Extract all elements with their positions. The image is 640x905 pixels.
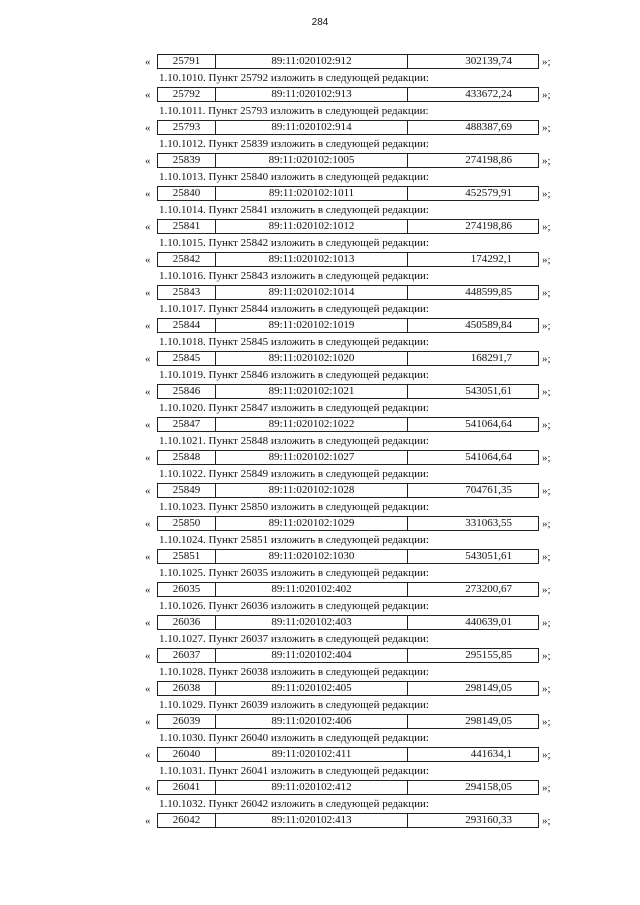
paragraph-text: 1.10.1028. Пункт 26038 изложить в следующей редакции: xyxy=(159,666,429,678)
item-number-cell: 25850 xyxy=(158,517,216,530)
cadastral-number-cell: 89:11:020102:406 xyxy=(216,715,408,728)
quote-close: »; xyxy=(542,287,551,299)
value-cell: 448599,85 xyxy=(465,286,512,298)
table-row xyxy=(145,680,565,697)
quote-close: »; xyxy=(542,782,551,794)
table-cells xyxy=(157,384,539,399)
paragraph-text: 1.10.1017. Пункт 25844 изложить в следующей редакции: xyxy=(159,303,429,315)
item-number-cell: 26037 xyxy=(158,649,216,662)
value-cell: 295155,85 xyxy=(465,649,512,661)
item-number-cell: 25844 xyxy=(158,319,216,332)
item-number-cell: 26035 xyxy=(158,583,216,596)
table-cells xyxy=(157,582,539,597)
value-cell: 543051,61 xyxy=(465,385,512,397)
cadastral-number-cell: 89:11:020102:1021 xyxy=(216,385,408,398)
quote-open: « xyxy=(145,155,151,167)
cadastral-number-cell: 89:11:020102:1028 xyxy=(216,484,408,497)
quote-close: »; xyxy=(542,716,551,728)
value-cell: 704761,35 xyxy=(465,484,512,496)
value-cell: 331063,55 xyxy=(465,517,512,529)
quote-close: »; xyxy=(542,617,551,629)
quote-open: « xyxy=(145,485,151,497)
item-number-cell: 25840 xyxy=(158,187,216,200)
cadastral-number-cell: 89:11:020102:1014 xyxy=(216,286,408,299)
quote-open: « xyxy=(145,89,151,101)
item-number-cell: 25847 xyxy=(158,418,216,431)
cadastral-number-cell: 89:11:020102:404 xyxy=(216,649,408,662)
item-number-cell: 25842 xyxy=(158,253,216,266)
item-number-cell: 25792 xyxy=(158,88,216,101)
paragraph-text: 1.10.1027. Пункт 26037 изложить в следующей редакции: xyxy=(159,633,429,645)
quote-close: »; xyxy=(542,188,551,200)
quote-close: »; xyxy=(542,122,551,134)
item-number-cell: 25843 xyxy=(158,286,216,299)
table-row xyxy=(145,53,565,70)
paragraph-text: 1.10.1021. Пункт 25848 изложить в следующей редакции: xyxy=(159,435,429,447)
quote-close: »; xyxy=(542,485,551,497)
quote-open: « xyxy=(145,551,151,563)
quote-open: « xyxy=(145,122,151,134)
cadastral-number-cell: 89:11:020102:402 xyxy=(216,583,408,596)
value-cell: 298149,05 xyxy=(465,715,512,727)
value-cell: 541064,64 xyxy=(465,451,512,463)
value-cell: 273200,67 xyxy=(465,583,512,595)
value-cell: 452579,91 xyxy=(465,187,512,199)
table-row xyxy=(145,350,565,367)
table-cells xyxy=(157,516,539,531)
quote-close: »; xyxy=(542,386,551,398)
value-cell: 440639,01 xyxy=(465,616,512,628)
quote-close: »; xyxy=(542,683,551,695)
quote-close: »; xyxy=(542,89,551,101)
cadastral-number-cell: 89:11:020102:1027 xyxy=(216,451,408,464)
table-row xyxy=(145,218,565,235)
value-cell: 488387,69 xyxy=(465,121,512,133)
cadastral-number-cell: 89:11:020102:411 xyxy=(216,748,408,761)
table-cells xyxy=(157,285,539,300)
quote-close: »; xyxy=(542,254,551,266)
item-number-cell: 25851 xyxy=(158,550,216,563)
value-cell: 293160,33 xyxy=(465,814,512,826)
paragraph-text: 1.10.1018. Пункт 25845 изложить в следующей редакции: xyxy=(159,336,429,348)
item-number-cell: 25793 xyxy=(158,121,216,134)
quote-close: »; xyxy=(542,584,551,596)
quote-open: « xyxy=(145,188,151,200)
table-row xyxy=(145,482,565,499)
table-cells xyxy=(157,681,539,696)
table-row xyxy=(145,284,565,301)
item-number-cell: 26041 xyxy=(158,781,216,794)
quote-open: « xyxy=(145,650,151,662)
value-cell: 174292,1 xyxy=(470,253,512,265)
quote-open: « xyxy=(145,452,151,464)
quote-close: »; xyxy=(542,419,551,431)
quote-open: « xyxy=(145,320,151,332)
cadastral-number-cell: 89:11:020102:1005 xyxy=(216,154,408,167)
table-cells xyxy=(157,747,539,762)
quote-open: « xyxy=(145,782,151,794)
table-cells xyxy=(157,549,539,564)
paragraph-text: 1.10.1022. Пункт 25849 изложить в следующей редакции: xyxy=(159,468,429,480)
value-cell: 302139,74 xyxy=(465,55,512,67)
quote-open: « xyxy=(145,221,151,233)
item-number-cell: 26042 xyxy=(158,814,216,827)
cadastral-number-cell: 89:11:020102:914 xyxy=(216,121,408,134)
table-row xyxy=(145,614,565,631)
paragraph-text: 1.10.1011. Пункт 25793 изложить в следующей редакции: xyxy=(159,105,429,117)
value-cell: 541064,64 xyxy=(465,418,512,430)
table-row xyxy=(145,647,565,664)
table-row xyxy=(145,812,565,829)
paragraph-text: 1.10.1010. Пункт 25792 изложить в следующей редакции: xyxy=(159,72,429,84)
table-cells xyxy=(157,615,539,630)
quote-close: »; xyxy=(542,56,551,68)
item-number-cell: 25846 xyxy=(158,385,216,398)
quote-open: « xyxy=(145,287,151,299)
quote-close: »; xyxy=(542,749,551,761)
item-number-cell: 25845 xyxy=(158,352,216,365)
value-cell: 543051,61 xyxy=(465,550,512,562)
table-cells xyxy=(157,813,539,828)
paragraph-text: 1.10.1015. Пункт 25842 изложить в следующей редакции: xyxy=(159,237,429,249)
quote-open: « xyxy=(145,617,151,629)
cadastral-number-cell: 89:11:020102:405 xyxy=(216,682,408,695)
table-row xyxy=(145,713,565,730)
table-cells xyxy=(157,483,539,498)
value-cell: 441634,1 xyxy=(470,748,512,760)
quote-open: « xyxy=(145,749,151,761)
item-number-cell: 26040 xyxy=(158,748,216,761)
table-cells xyxy=(157,648,539,663)
table-cells xyxy=(157,120,539,135)
quote-open: « xyxy=(145,254,151,266)
page-number: 284 xyxy=(311,17,329,28)
paragraph-text: 1.10.1014. Пункт 25841 изложить в следующей редакции: xyxy=(159,204,429,216)
table-row xyxy=(145,317,565,334)
quote-close: »; xyxy=(542,353,551,365)
table-row xyxy=(145,548,565,565)
cadastral-number-cell: 89:11:020102:1011 xyxy=(216,187,408,200)
quote-close: »; xyxy=(542,518,551,530)
document-body xyxy=(145,53,565,829)
cadastral-number-cell: 89:11:020102:1013 xyxy=(216,253,408,266)
quote-close: »; xyxy=(542,815,551,827)
table-cells xyxy=(157,219,539,234)
item-number-cell: 25839 xyxy=(158,154,216,167)
table-cells xyxy=(157,318,539,333)
cadastral-number-cell: 89:11:020102:403 xyxy=(216,616,408,629)
quote-open: « xyxy=(145,518,151,530)
table-row xyxy=(145,86,565,103)
quote-close: »; xyxy=(542,650,551,662)
table-row xyxy=(145,251,565,268)
item-number-cell: 25849 xyxy=(158,484,216,497)
table-cells xyxy=(157,54,539,69)
quote-close: »; xyxy=(542,551,551,563)
table-row xyxy=(145,416,565,433)
table-row xyxy=(145,119,565,136)
paragraph-text: 1.10.1024. Пункт 25851 изложить в следующей редакции: xyxy=(159,534,429,546)
table-cells xyxy=(157,153,539,168)
value-cell: 274198,86 xyxy=(465,154,512,166)
quote-close: »; xyxy=(542,221,551,233)
item-number-cell: 25848 xyxy=(158,451,216,464)
table-cells xyxy=(157,252,539,267)
table-row xyxy=(145,383,565,400)
paragraph-text: 1.10.1016. Пункт 25843 изложить в следующей редакции: xyxy=(159,270,429,282)
quote-open: « xyxy=(145,815,151,827)
cadastral-number-cell: 89:11:020102:912 xyxy=(216,55,408,68)
cadastral-number-cell: 89:11:020102:1020 xyxy=(216,352,408,365)
paragraph-text: 1.10.1012. Пункт 25839 изложить в следующей редакции: xyxy=(159,138,429,150)
quote-close: »; xyxy=(542,155,551,167)
quote-open: « xyxy=(145,716,151,728)
cadastral-number-cell: 89:11:020102:413 xyxy=(216,814,408,827)
quote-open: « xyxy=(145,419,151,431)
item-number-cell: 25841 xyxy=(158,220,216,233)
quote-close: »; xyxy=(542,452,551,464)
paragraph-text: 1.10.1013. Пункт 25840 изложить в следующей редакции: xyxy=(159,171,429,183)
table-cells xyxy=(157,351,539,366)
cadastral-number-cell: 89:11:020102:1030 xyxy=(216,550,408,563)
quote-close: »; xyxy=(542,320,551,332)
paragraph-text: 1.10.1030. Пункт 26040 изложить в следующей редакции: xyxy=(159,732,429,744)
value-cell: 294158,05 xyxy=(465,781,512,793)
quote-open: « xyxy=(145,353,151,365)
cadastral-number-cell: 89:11:020102:1012 xyxy=(216,220,408,233)
paragraph-text: 1.10.1020. Пункт 25847 изложить в следующей редакции: xyxy=(159,402,429,414)
item-number-cell: 25791 xyxy=(158,55,216,68)
table-cells xyxy=(157,417,539,432)
cadastral-number-cell: 89:11:020102:1022 xyxy=(216,418,408,431)
paragraph-text: 1.10.1032. Пункт 26042 изложить в следующей редакции: xyxy=(159,798,429,810)
paragraph-text: 1.10.1031. Пункт 26041 изложить в следующей редакции: xyxy=(159,765,429,777)
quote-open: « xyxy=(145,386,151,398)
table-cells xyxy=(157,780,539,795)
paragraph-text: 1.10.1025. Пункт 26035 изложить в следующей редакции: xyxy=(159,567,429,579)
table-cells xyxy=(157,87,539,102)
table-cells xyxy=(157,186,539,201)
item-number-cell: 26036 xyxy=(158,616,216,629)
value-cell: 298149,05 xyxy=(465,682,512,694)
table-row xyxy=(145,515,565,532)
quote-open: « xyxy=(145,56,151,68)
table-cells xyxy=(157,450,539,465)
table-row xyxy=(145,746,565,763)
cadastral-number-cell: 89:11:020102:412 xyxy=(216,781,408,794)
value-cell: 168291,7 xyxy=(470,352,512,364)
paragraph-text: 1.10.1026. Пункт 26036 изложить в следующей редакции: xyxy=(159,600,429,612)
value-cell: 274198,86 xyxy=(465,220,512,232)
quote-open: « xyxy=(145,584,151,596)
value-cell: 433672,24 xyxy=(465,88,512,100)
cadastral-number-cell: 89:11:020102:913 xyxy=(216,88,408,101)
item-number-cell: 26039 xyxy=(158,715,216,728)
value-cell: 450589,84 xyxy=(465,319,512,331)
table-row xyxy=(145,152,565,169)
cadastral-number-cell: 89:11:020102:1029 xyxy=(216,517,408,530)
table-row xyxy=(145,449,565,466)
item-number-cell: 26038 xyxy=(158,682,216,695)
paragraph-text: 1.10.1023. Пункт 25850 изложить в следующей редакции: xyxy=(159,501,429,513)
cadastral-number-cell: 89:11:020102:1019 xyxy=(216,319,408,332)
paragraph-text: 1.10.1019. Пункт 25846 изложить в следующей редакции: xyxy=(159,369,429,381)
paragraph-text: 1.10.1029. Пункт 26039 изложить в следующей редакции: xyxy=(159,699,429,711)
table-row xyxy=(145,185,565,202)
table-row xyxy=(145,581,565,598)
quote-open: « xyxy=(145,683,151,695)
table-cells xyxy=(157,714,539,729)
table-row xyxy=(145,779,565,796)
